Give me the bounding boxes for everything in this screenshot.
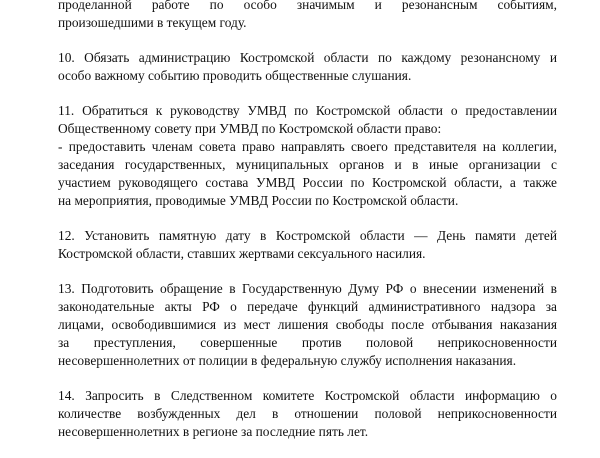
text-line: 11. Обратиться к руководству УМВД по Костромской области о предоставлении: [58, 103, 557, 118]
text-line: несовершеннолетних в регионе за последние пять лет.: [58, 424, 369, 439]
text-line: произошедшими в текущем году.: [58, 15, 247, 30]
text-line: проделанной работе по особо значимым и резонансным событиям,: [58, 0, 557, 12]
text-line: Общественному совету при УМВД по Костромской области право:: [58, 121, 442, 136]
paragraph-12: [58, 227, 557, 263]
text-line: особо важному событию проводить общественные слушания.: [58, 68, 412, 83]
paragraph-10: [58, 49, 557, 85]
text-line: законодательные акты РФ о передаче функций административного надзора за: [58, 299, 557, 314]
text-line: за преступления, совершенные против половой неприкосновенности: [58, 335, 557, 350]
paragraph-14: [58, 387, 557, 441]
text-line: лицами, освободившимися из мест лишения свободы после отбывания наказания: [58, 317, 557, 332]
paragraph-9-continuation: [58, 0, 557, 32]
text-line: несовершеннолетних от полиции в федеральную службу исполнения наказания.: [58, 353, 517, 368]
text-line: 14. Запросить в Следственном комитете Костромской области информацию о: [58, 388, 557, 403]
document-body: [58, 0, 557, 458]
text-line: 10. Обязать администрацию Костромской области по каждому резонансному и: [58, 50, 557, 65]
text-line: - предоставить членам совета право направлять своего представителя на коллегии,: [58, 139, 557, 154]
text-line: количестве возбужденных дел в отношении половой неприкосновенности: [58, 406, 557, 421]
paragraph-13: [58, 280, 557, 370]
text-line: участием руководящего состава УМВД России по Костромской области, а также: [58, 175, 557, 190]
text-line: 13. Подготовить обращение в Государственную Думу РФ о внесении изменений в: [58, 281, 557, 296]
text-line: 12. Установить памятную дату в Костромской области — День памяти детей: [58, 228, 557, 243]
text-line: Костромской области, ставших жертвами сексуального насилия.: [58, 246, 426, 261]
text-line: на мероприятия, проводимые УМВД России по Костромской области.: [58, 193, 459, 208]
paragraph-11: [58, 102, 557, 210]
text-line: заседания государственных, муниципальных органов и в иные организации с: [58, 157, 557, 172]
